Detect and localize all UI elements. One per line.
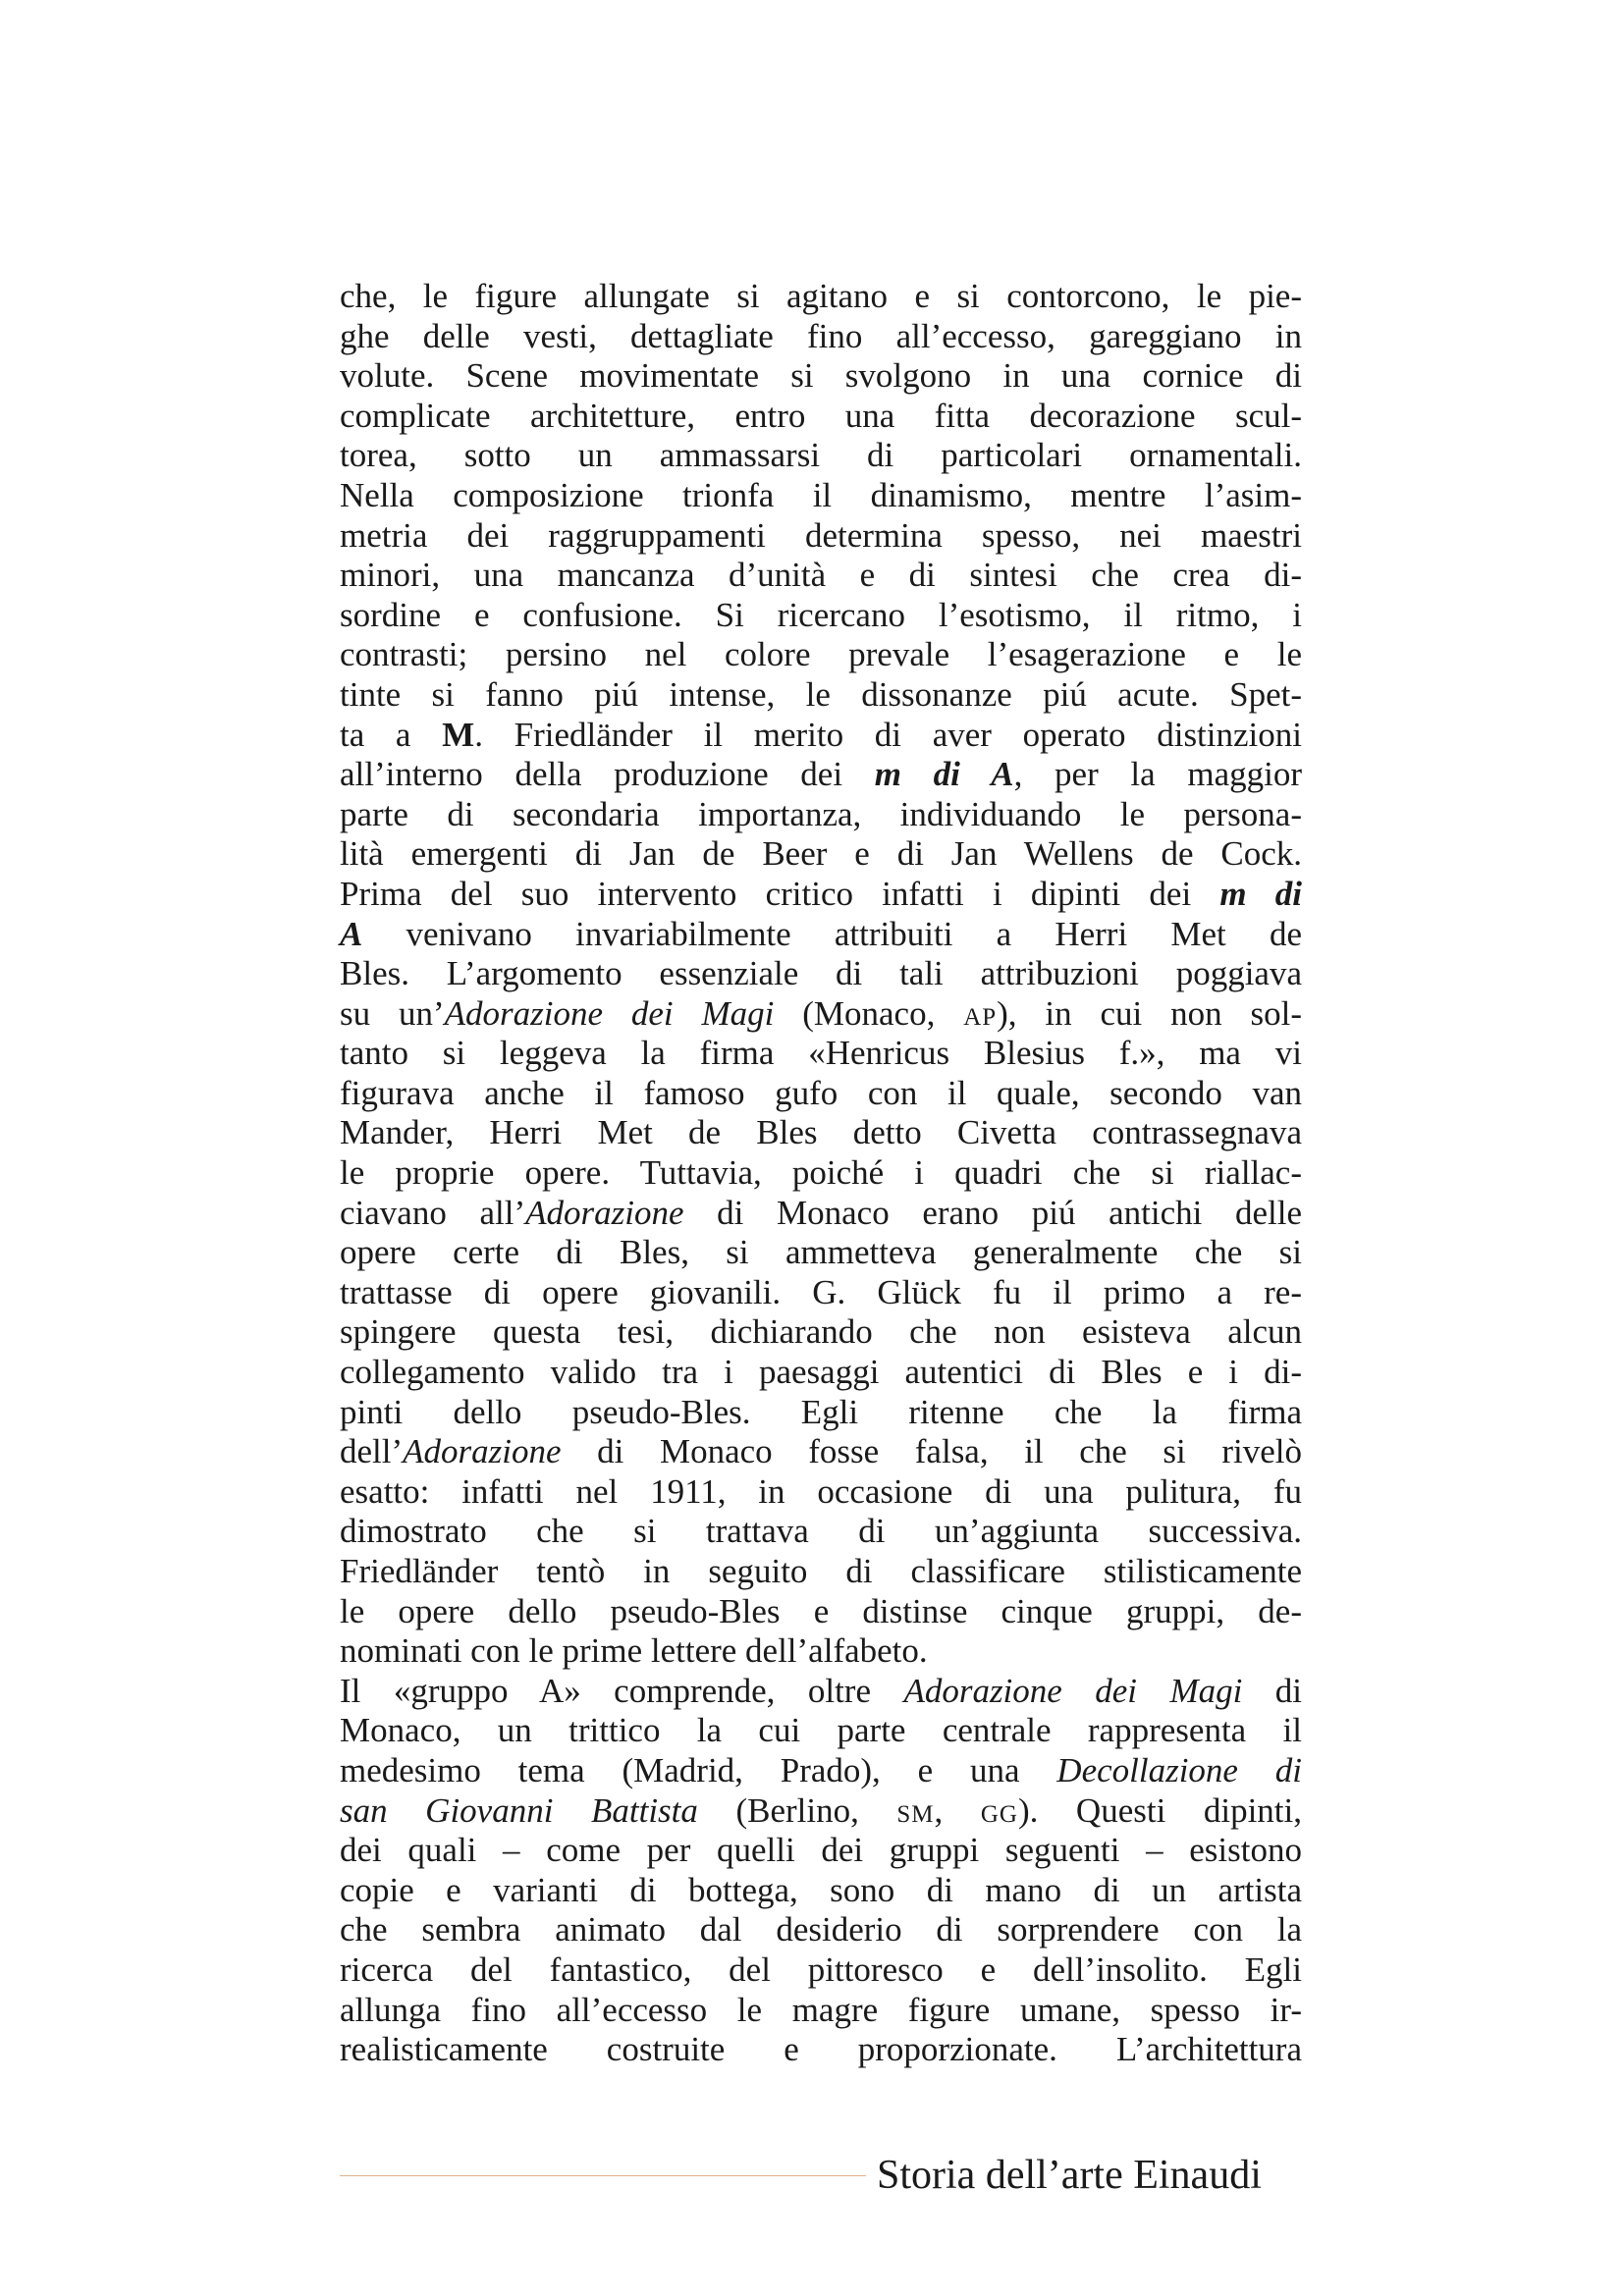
- text-run: che sembra animato dal desiderio di sorprendere con la: [340, 1910, 1302, 1949]
- text-run: ,: [934, 1790, 981, 1830]
- text-line: [340, 1991, 1302, 2031]
- text-line: [340, 1791, 1302, 1832]
- text-run: dell’: [340, 1432, 404, 1471]
- text-run: allunga fino all’eccesso le magre figure umane, spesso ir-: [340, 1990, 1302, 2029]
- text-run: di Monaco fosse falsa, il che si rivelò: [561, 1432, 1302, 1471]
- italic-title: Adorazione: [403, 1432, 562, 1471]
- text-run: Bles. L’argomento essenziale di tali attribuzioni poggiava: [340, 954, 1302, 993]
- text-run: Il «gruppo A» comprende, oltre: [340, 1671, 904, 1710]
- text-run: ciavano all’: [340, 1193, 526, 1232]
- text-run: parte di secondaria importanza, individuando le persona-: [340, 794, 1302, 833]
- text-run: ta a: [340, 715, 443, 754]
- text-run: ), in cui non sol-: [997, 993, 1302, 1033]
- bold-italic-abbreviation: A: [340, 914, 363, 953]
- text-line: [340, 1950, 1302, 1991]
- text-line: [340, 1312, 1302, 1353]
- text-run: dei quali – come per quelli dei gruppi seguenti – esistono: [340, 1831, 1302, 1870]
- text-line: [340, 875, 1302, 915]
- text-line: [340, 915, 1302, 955]
- bold-italic-abbreviation: m di: [1219, 874, 1303, 913]
- text-line: [340, 1831, 1302, 1871]
- italic-title: san Giovanni Battista: [340, 1790, 698, 1830]
- text-run: venivano invariabilmente attribuiti a Herri Met de: [362, 914, 1302, 953]
- text-run: tinte si fanno piú intense, le dissonanze piú acute. Spet-: [340, 674, 1302, 714]
- text-line: [340, 954, 1302, 994]
- text-line: [340, 1672, 1302, 1712]
- text-line: [340, 635, 1302, 675]
- text-line: [340, 1512, 1302, 1552]
- text-line: [340, 1592, 1302, 1632]
- text-run: (Monaco,: [774, 993, 964, 1033]
- text-run: Monaco, un trittico la cui parte centrale rappresenta il: [340, 1711, 1302, 1750]
- text-line: [340, 436, 1302, 476]
- text-run: metria dei raggruppamenti determina spesso, nei maestri: [340, 515, 1302, 555]
- text-line: [340, 834, 1302, 875]
- text-run: , per la maggior: [1013, 755, 1303, 794]
- text-line: [340, 317, 1302, 357]
- text-run: spingere questa tesi, dichiarando che non esisteva alcun: [340, 1312, 1302, 1352]
- text-line: [340, 1113, 1302, 1153]
- text-line: [340, 1194, 1302, 1234]
- bold-initial: M: [442, 715, 475, 754]
- text-line: [340, 596, 1302, 636]
- text-run: dimostrato che si trattava di un’aggiunta successiva.: [340, 1512, 1302, 1551]
- text-run: . Friedländer il merito di aver operato distinzioni: [474, 715, 1302, 754]
- text-line: [340, 516, 1302, 557]
- text-run: di: [1242, 1671, 1302, 1710]
- text-line: [340, 1153, 1302, 1194]
- text-run: tanto si leggeva la firma «Henricus Blesius f.», ma vi: [340, 1034, 1302, 1073]
- text-run: di Monaco erano piú antichi delle: [683, 1193, 1303, 1232]
- text-line: [340, 1074, 1302, 1114]
- text-run: esatto: infatti nel 1911, in occasione di una pulitura, fu: [340, 1471, 1302, 1511]
- text-line: [340, 1432, 1302, 1472]
- text-line: [340, 1871, 1302, 1911]
- text-run: pinti dello pseudo-Bles. Egli ritenne che la firma: [340, 1392, 1302, 1431]
- text-line: [340, 994, 1302, 1035]
- text-run: le proprie opere. Tuttavia, poiché i quadri che si riallac-: [340, 1153, 1302, 1193]
- text-run: nominati con le prime lettere dell’alfabeto.: [340, 1631, 928, 1671]
- text-line: [340, 1353, 1302, 1393]
- text-run: copie e varianti di bottega, sono di mano di un artista: [340, 1870, 1302, 1909]
- text-run: Prima del suo intervento critico infatti i dipinti dei: [340, 874, 1220, 913]
- text-run: trattasse di opere giovanili. G. Glück fu il primo a re-: [340, 1272, 1302, 1311]
- text-line: [340, 1393, 1302, 1433]
- bold-italic-abbreviation: m di A: [874, 755, 1014, 794]
- text-line: [340, 755, 1302, 795]
- text-line: [340, 1552, 1302, 1592]
- small-caps-abbreviation: ap: [963, 993, 998, 1033]
- text-line: [340, 1472, 1302, 1513]
- text-run: minori, una mancanza d’unità e di sintesi che crea di-: [340, 556, 1302, 595]
- text-run: volute. Scene movimentate si svolgono in una cornice di: [340, 356, 1302, 396]
- text-run: Friedländer tentò in seguito di classificare stilisticamente: [340, 1552, 1302, 1590]
- text-run: complicate architetture, entro una fitta decorazione scul-: [340, 396, 1302, 435]
- text-run: medesimo tema (Madrid, Prado), e una: [340, 1750, 1057, 1789]
- footer-divider: [340, 2175, 866, 2176]
- text-line: [340, 1711, 1302, 1751]
- text-run: realisticamente costruite e proporzionate. L’architettura: [340, 2030, 1302, 2069]
- text-run: ghe delle vesti, dettagliate fino all’eccesso, gareggiano in: [340, 316, 1302, 355]
- text-run: Nella composizione trionfa il dinamismo, mentre l’asim-: [340, 475, 1302, 514]
- italic-title: Decollazione di: [1056, 1750, 1302, 1789]
- text-run: lità emergenti di Jan de Beer e di Jan Wellens de Cock.: [340, 834, 1302, 874]
- text-run: (Berlino,: [697, 1790, 897, 1830]
- text-line: [340, 556, 1302, 596]
- text-run: contrasti; persino nel colore prevale l’esagerazione e le: [340, 635, 1302, 674]
- text-run: torea, sotto un ammassarsi di particolari ornamentali.: [340, 436, 1302, 475]
- text-line: [340, 1273, 1302, 1313]
- small-caps-abbreviation: sm: [896, 1790, 935, 1830]
- footer-title: Storia dell’arte Einaudi: [877, 2153, 1262, 2198]
- text-run: sordine e confusione. Si ricercano l’esotismo, il ritmo, i: [340, 595, 1302, 634]
- text-line: [340, 675, 1302, 716]
- text-line: [340, 277, 1302, 317]
- text-run: ). Questi dipinti,: [1017, 1790, 1302, 1830]
- text-run: ricerca del fantastico, del pittoresco e dell’insolito. Egli: [340, 1949, 1302, 1989]
- text-run: su un’: [340, 993, 445, 1033]
- text-line: [340, 356, 1302, 397]
- text-run: all’interno della produzione dei: [340, 755, 875, 794]
- small-caps-abbreviation: gg: [980, 1790, 1018, 1830]
- text-line: [340, 1751, 1302, 1791]
- text-line: [340, 1233, 1302, 1273]
- text-line: [340, 2030, 1302, 2070]
- body-text: [340, 277, 1302, 2070]
- text-run: che, le figure allungate si agitano e si contorcono, le pie-: [340, 277, 1302, 315]
- text-run: opere certe di Bles, si ammetteva generalmente che si: [340, 1233, 1302, 1272]
- text-line: [340, 397, 1302, 437]
- text-line: [340, 1631, 1302, 1672]
- italic-title: Adorazione dei Magi: [444, 993, 775, 1033]
- text-line: [340, 1034, 1302, 1074]
- text-line: [340, 476, 1302, 516]
- text-line: [340, 1910, 1302, 1950]
- text-run: figurava anche il famoso gufo con il quale, secondo van: [340, 1073, 1302, 1112]
- text-run: Mander, Herri Met de Bles detto Civetta contrassegnava: [340, 1113, 1302, 1152]
- italic-title: Adorazione dei Magi: [903, 1671, 1243, 1710]
- text-run: le opere dello pseudo-Bles e distinse cinque gruppi, de-: [340, 1591, 1302, 1630]
- text-line: [340, 716, 1302, 756]
- italic-title: Adorazione: [525, 1193, 684, 1232]
- text-run: collegamento valido tra i paesaggi autentici di Bles e i di-: [340, 1353, 1302, 1392]
- text-line: [340, 795, 1302, 835]
